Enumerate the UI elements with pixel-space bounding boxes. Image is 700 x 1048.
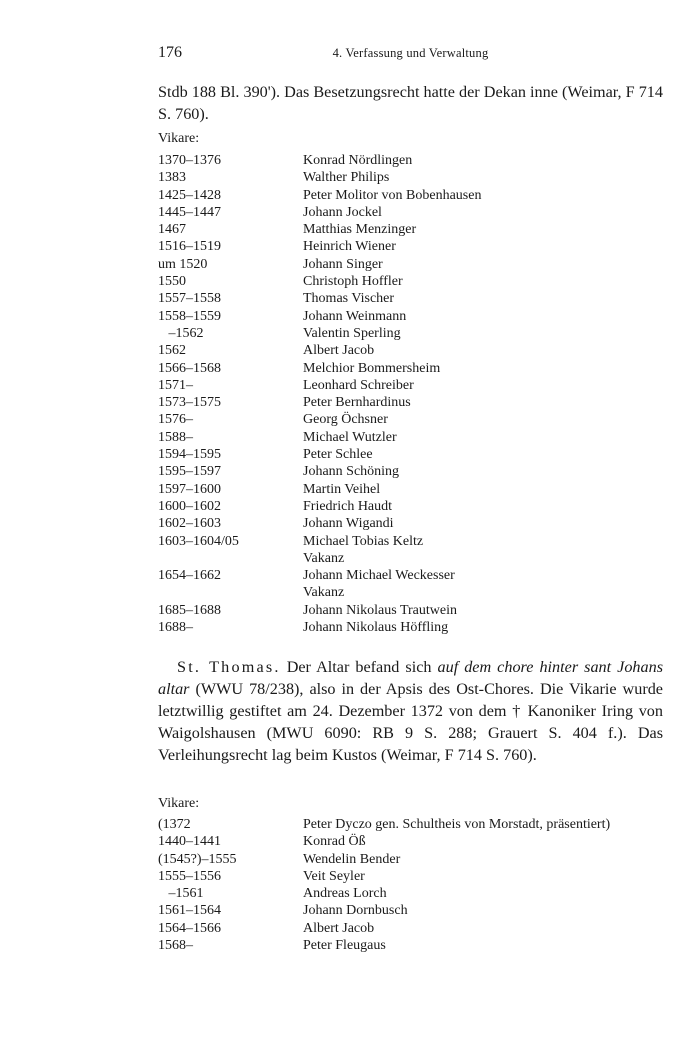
page-number: 176 [158, 44, 182, 61]
vikare-label: Vikare: [158, 796, 200, 811]
list-item [158, 550, 678, 567]
vicar-name: Christoph Hoffler [303, 274, 403, 290]
vicar-name: Konrad Nördlingen [303, 153, 413, 168]
vicar-name: Johann Jockel [303, 204, 382, 220]
vicar-name: Johann Michael Weckesser [303, 568, 455, 584]
date-range: 1467 [158, 222, 186, 238]
list-item [158, 833, 678, 850]
vicar-name: Michael Tobias Keltz [303, 533, 424, 549]
date-range: 1555–1556 [158, 868, 221, 884]
list-item [158, 308, 678, 325]
vicar-name: Georg Öchsner [303, 412, 388, 428]
date-range: 1573–1575 [158, 395, 221, 411]
list-item [158, 602, 678, 619]
vikare-label: Vikare: [158, 131, 200, 146]
date-range: 1568– [158, 938, 193, 954]
list-item [158, 481, 678, 498]
vicar-name: Vakanz [303, 550, 345, 566]
date-range: 1440–1441 [158, 834, 221, 850]
vicar-name: Johann Dornbusch [303, 903, 408, 919]
list-item [158, 619, 678, 636]
list-item [158, 446, 678, 463]
quoted-text: auf dem chore hinter sant Johans altar [158, 658, 663, 698]
vicar-name: Friedrich Haudt [303, 498, 393, 514]
list-item [158, 169, 678, 186]
list-item [158, 256, 678, 273]
list-item [158, 221, 678, 238]
date-range: 1516–1519 [158, 239, 221, 255]
vicar-name: Peter Dyczo gen. Schultheis von Morstadt, präsentiert) [303, 817, 611, 832]
date-range: 1558–1559 [158, 308, 221, 324]
vikare-list [158, 152, 678, 636]
vicar-name: Peter Fleugaus [303, 938, 386, 954]
date-range: 1550 [158, 274, 186, 290]
list-item [158, 902, 678, 919]
vicar-name: Albert Jacob [303, 343, 375, 359]
date-range: 1588– [158, 429, 193, 445]
vicar-name: Konrad Öß [303, 834, 366, 850]
list-item [158, 342, 678, 359]
list-item [158, 273, 678, 290]
list-item [158, 360, 678, 377]
list-item [158, 937, 678, 954]
vicar-name: Peter Bernhardinus [303, 395, 411, 411]
date-range: –1561 [158, 886, 204, 902]
st-thomas-paragraph [158, 656, 663, 766]
vicar-name: Matthias Menzinger [303, 222, 417, 238]
vicar-name: Thomas Vischer [303, 291, 395, 307]
date-range: (1372 [158, 817, 191, 832]
vicar-name: Leonhard Schreiber [303, 377, 414, 393]
list-item [158, 920, 678, 937]
date-range: 1564–1566 [158, 920, 221, 936]
date-range: 1562 [158, 343, 186, 359]
list-item [158, 584, 678, 601]
paragraph-text: Der Altar befand sich [280, 658, 438, 676]
date-range: 1602–1603 [158, 516, 221, 532]
list-item [158, 885, 678, 902]
list-item [158, 325, 678, 342]
vicar-name: Johann Wigandi [303, 516, 394, 532]
vicar-name: Johann Nikolaus Trautwein [303, 602, 457, 618]
date-range: 1685–1688 [158, 602, 221, 618]
date-range: 1688– [158, 620, 193, 636]
date-range: 1445–1447 [158, 204, 221, 220]
list-item [158, 429, 678, 446]
list-item [158, 533, 678, 550]
vicar-name: Heinrich Wiener [303, 239, 396, 255]
list-item [158, 463, 678, 480]
date-range: 1576– [158, 412, 193, 428]
date-range: 1370–1376 [158, 153, 221, 168]
list-item [158, 290, 678, 307]
intro-paragraph: Stdb 188 Bl. 390'). Das Besetzungsrecht hatte der Dekan inne (Weimar, F 714 S. 760). [158, 83, 663, 123]
date-range: 1383 [158, 170, 186, 186]
vicar-name: Andreas Lorch [303, 886, 387, 902]
list-item [158, 851, 678, 868]
vicar-name: Peter Molitor von Bobenhausen [303, 187, 482, 203]
date-range: 1603–1604/05 [158, 533, 239, 549]
vicar-name: Vakanz [303, 585, 345, 601]
vicar-name: Johann Nikolaus Höffling [303, 620, 449, 636]
list-item [158, 567, 678, 584]
list-item [158, 187, 678, 204]
date-range: 1594–1595 [158, 447, 221, 463]
running-head: 4. Verfassung und Verwaltung [332, 46, 489, 60]
date-range: 1561–1564 [158, 903, 221, 919]
vicar-name: Johann Weinmann [303, 308, 407, 324]
vicar-name: Martin Veihel [303, 481, 381, 497]
list-item [158, 515, 678, 532]
list-item [158, 498, 678, 515]
date-range: um 1520 [158, 256, 208, 272]
date-range: 1566–1568 [158, 360, 221, 376]
list-item [158, 238, 678, 255]
vikare-list [158, 816, 678, 954]
section-heading: St. Thomas. [177, 658, 281, 676]
vicar-name: Melchior Bommersheim [303, 360, 441, 376]
date-range: –1562 [158, 325, 204, 341]
list-item [158, 868, 678, 885]
vicar-name: Valentin Sperling [303, 325, 401, 341]
page-header [158, 44, 663, 64]
date-range: 1425–1428 [158, 187, 221, 203]
vicar-name: Wendelin Bender [303, 851, 401, 867]
list-item [158, 411, 678, 428]
date-range: 1654–1662 [158, 568, 221, 584]
date-range: 1597–1600 [158, 481, 221, 497]
list-item [158, 816, 678, 833]
list-item [158, 152, 678, 169]
vicar-name: Johann Singer [303, 256, 383, 272]
vicar-name: Johann Schöning [303, 464, 400, 480]
list-item [158, 377, 678, 394]
date-range: 1557–1558 [158, 291, 221, 307]
list-item [158, 394, 678, 411]
date-range: (1545?)–1555 [158, 851, 237, 867]
vicar-name: Albert Jacob [303, 920, 375, 936]
date-range: 1600–1602 [158, 498, 221, 514]
vicar-name: Peter Schlee [303, 447, 373, 463]
list-item [158, 204, 678, 221]
vicar-name: Veit Seyler [303, 868, 365, 884]
paragraph-text: (WWU 78/238), also in der Apsis des Ost-Chores. Die Vikarie wurde letztwillig gestiftet am 24. Dezember 1372 von dem † Kanoniker Iring von Waigolshausen (MWU 6090: RB 9 S. 288; Grauert S. 404 f.). Das Verleihungsrecht lag beim Kustos (Weimar, F 714 S. 760). [158, 680, 663, 764]
vicar-name: Walther Philips [303, 170, 390, 186]
vicar-name: Michael Wutzler [303, 429, 397, 445]
date-range: 1571– [158, 377, 193, 393]
date-range: 1595–1597 [158, 464, 221, 480]
